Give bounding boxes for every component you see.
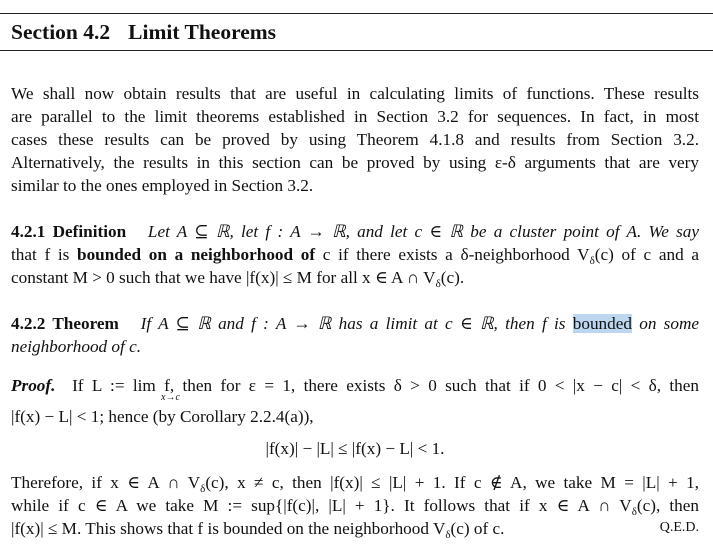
definition-line-1: [11, 220, 699, 243]
intro-line-2: are parallel to the limit theorems established in Section 3.2 for sequences. In fact, in most: [11, 107, 699, 126]
theorem-text-1b: on some: [631, 314, 699, 333]
section-heading: [11, 20, 276, 45]
proof-sub-delta-2: δ: [631, 506, 637, 518]
theorem-text-1a: If A ⊆ ℝ and f : A → ℝ has a limit at c ∈ ℝ, then f is: [140, 314, 573, 333]
proof-text-5a: |f(x)| ≤ M. This shows that f is bounded on the neighborhood V: [11, 519, 446, 538]
proof-sub-delta: δ: [200, 483, 206, 495]
intro-line-1: We shall now obtain results that are useful in calculating limits of functions. These results: [11, 84, 699, 103]
qed-mark: Q.E.D.: [659, 520, 699, 535]
definition-text-3b: (c).: [440, 268, 465, 287]
limit-subscript: x→c: [161, 392, 180, 403]
definition-text-2b: c if there exists a δ-neighborhood V: [315, 245, 590, 264]
definition-text-2c: (c) of c and a: [594, 245, 699, 264]
definition-line-3: [11, 266, 699, 296]
proof-text-5b: (c) of c.: [450, 519, 505, 538]
proof-text-4b: (c), then: [636, 496, 700, 515]
intro-line-4: Alternatively, the results in this section can be proved by using ε-δ arguments that are very: [11, 153, 699, 172]
proof-text-3b: (c), x ≠ c, then |f(x)| ≤ |L| + 1. If c ∉ A, we take M = |L| + 1,: [205, 473, 699, 492]
definition-text-3a: constant M > 0 such that we have |f(x)| ≤ M for all x ∈ A ∩ V: [11, 268, 436, 287]
definition-label: 4.2.1 Definition: [11, 222, 127, 241]
theorem-line-2: neighborhood of c.: [11, 337, 142, 356]
section-number: Section 4.2: [11, 20, 111, 44]
definition-text-1: Let A ⊆ ℝ, let f : A → ℝ, and let c ∈ ℝ be a cluster point of A. We say: [147, 222, 700, 241]
proof-line-2: |f(x) − L| < 1; hence (by Corollary 2.2.4(a)),: [11, 407, 314, 426]
proof-line-5: [11, 517, 611, 547]
definition-bold-term: bounded on a neighborhood of: [77, 245, 316, 264]
proof-sub-delta-3: δ: [445, 529, 451, 541]
theorem-line-1: [11, 312, 699, 335]
highlighted-word-bounded[interactable]: bounded: [572, 314, 632, 333]
proof-text-3a: Therefore, if x ∈ A ∩ V: [11, 473, 201, 492]
top-rule: [0, 13, 713, 14]
definition-sub-delta: δ: [589, 255, 595, 267]
intro-line-3: cases these results can be proved by using Theorem 4.1.8 and results from Section 3.2.: [11, 130, 699, 149]
intro-line-5: similar to the ones employed in Section 3.2.: [11, 176, 314, 195]
proof-line-1: [11, 374, 699, 397]
bottom-rule: [0, 50, 713, 51]
proof-text-4a: while if c ∈ A we take M := sup{|f(c)|, |L| + 1}. It follows that if x ∈ A ∩ V: [11, 496, 632, 515]
section-title: Limit Theorems: [128, 20, 277, 44]
definition-text-2a: that f is: [11, 245, 78, 264]
theorem-label: 4.2.2 Theorem: [11, 314, 119, 333]
definition-sub-delta-2: δ: [435, 278, 441, 290]
display-equation: |f(x)| − |L| ≤ |f(x) − L| < 1.: [265, 439, 445, 458]
proof-label: Proof.: [11, 376, 56, 395]
proof-text-1: If L := lim f, then for ε = 1, there exists δ > 0 such that if 0 < |x − c| < δ, then: [72, 376, 700, 395]
